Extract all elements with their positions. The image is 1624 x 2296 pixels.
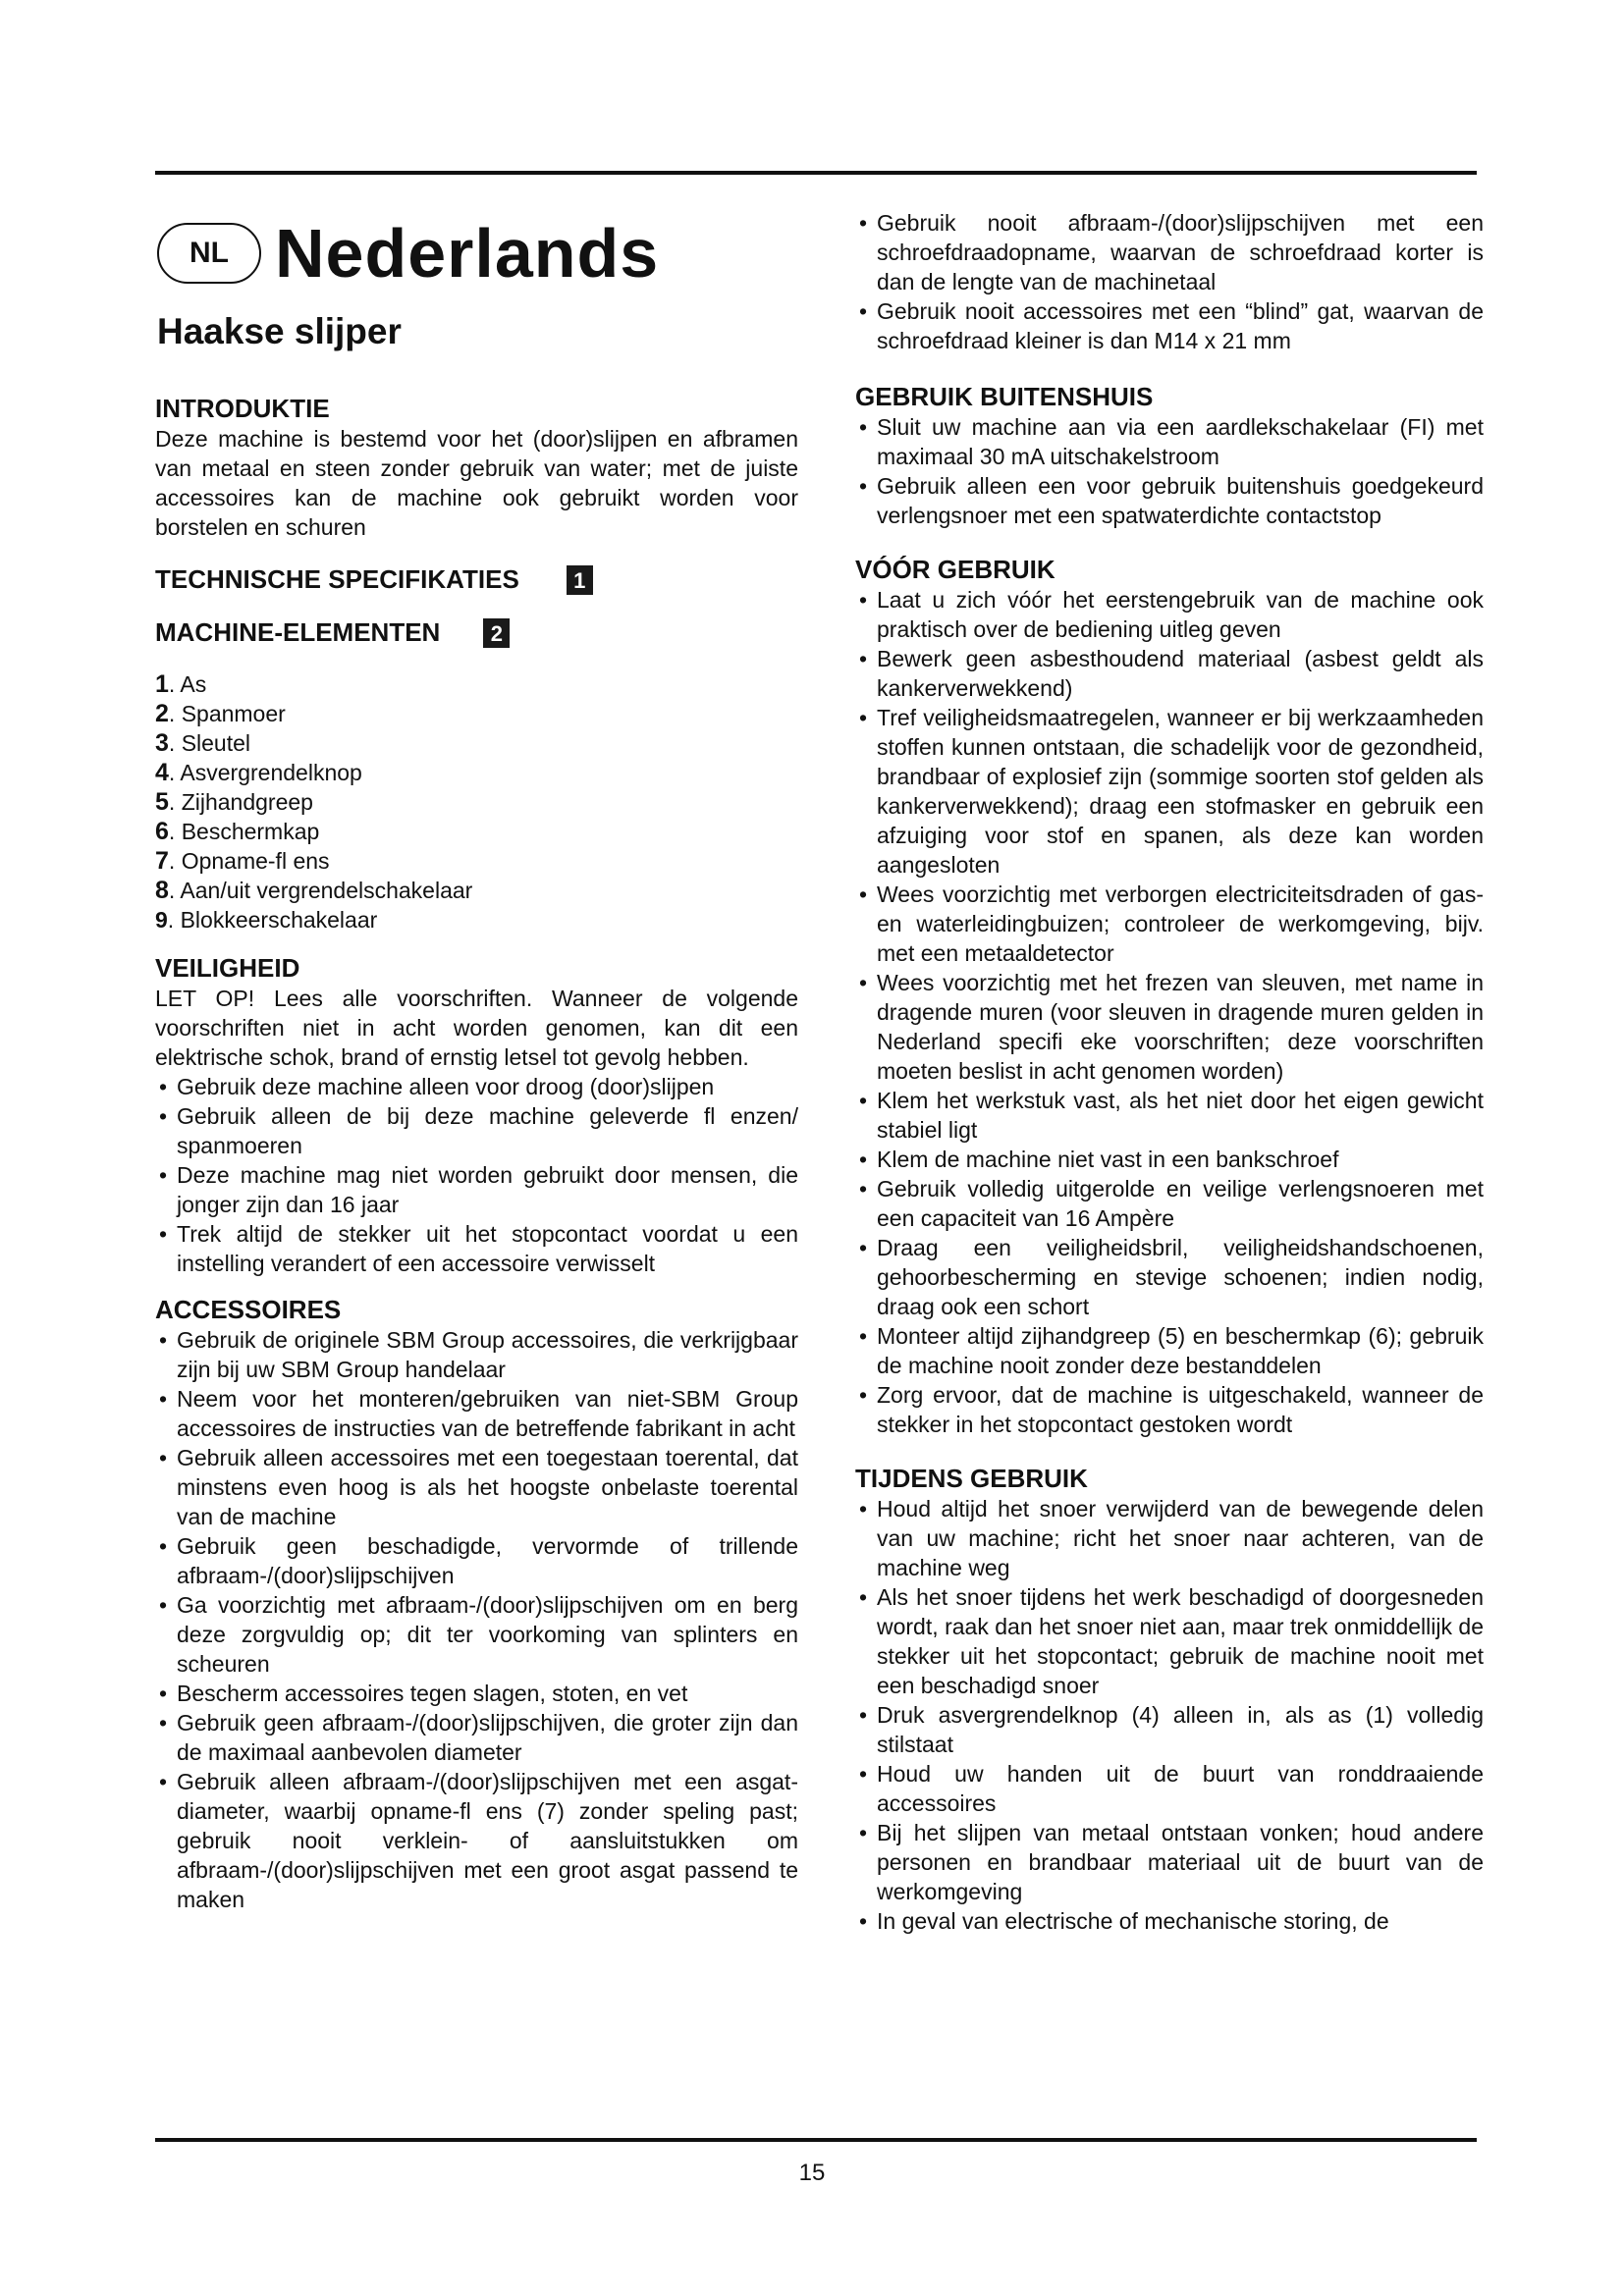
list-item: • Klem de machine niet vast in een bankschroef [855, 1145, 1484, 1174]
section-tech-specs [155, 565, 798, 595]
list-item: • Draag een veiligheidsbril, veiligheidshandschoenen, gehoorbescherming en stevige schoenen; indien nodig, draag ook een schort [855, 1233, 1484, 1321]
list-item: • Bewerk geen asbesthoudend materiaal (asbest geldt als kankerverwekkend) [855, 644, 1484, 703]
language-title: Nederlands [275, 215, 660, 292]
introduktie-heading: INTRODUKTIE [155, 394, 330, 424]
list-item: • Gebruik deze machine alleen voor droog (door)slijpen [155, 1072, 798, 1101]
right-column [855, 208, 1484, 1936]
list-item: • Wees voorzichtig met verborgen electriciteitsdraden of gas- en waterleidingbuizen; controleer de werkomgeving, bijv. met een metaaldetector [855, 880, 1484, 968]
list-item: 2. Spanmoer [155, 700, 286, 728]
machine-elements-heading [155, 618, 798, 648]
top-rule [155, 171, 1477, 175]
list-item: • Houd uw handen uit de buurt van ronddraaiende accessoires [855, 1759, 1484, 1818]
list-item: • Klem het werkstuk vast, als het niet door het eigen gewicht stabiel ligt [855, 1086, 1484, 1145]
document-title: Haakse slijper [157, 311, 402, 351]
accessoires-continued-list [855, 208, 1484, 355]
tijdens-gebruik-list [855, 1494, 1484, 1936]
section-veiligheid [155, 954, 798, 1278]
section-accessoires [155, 1296, 798, 1914]
buitenshuis-heading: GEBRUIK BUITENSHUIS [855, 382, 1154, 411]
machine-elements-list [155, 669, 798, 934]
list-item: 4. Asvergrendelknop [155, 759, 362, 787]
list-item: 7. Opname-fl ens [155, 847, 330, 876]
list-item: • Gebruik nooit afbraam-/(door)slijpschijven met een schroefdraadopname, waarvan de schroefdraad korter is dan de lengte van de machinetaal [855, 208, 1484, 296]
list-item: 1. As [155, 670, 207, 699]
tech-specs-heading [155, 565, 798, 595]
list-item: 3. Sleutel [155, 729, 251, 758]
list-item: • Zorg ervoor, dat de machine is uitgeschakeld, wanneer de stekker in het stopcontact gestoken wordt [855, 1380, 1484, 1439]
list-item: • Monteer altijd zijhandgreep (5) en beschermkap (6); gebruik de machine nooit zonder deze bestanddelen [855, 1321, 1484, 1380]
language-badge: NL [157, 223, 261, 284]
veiligheid-list [155, 1072, 798, 1278]
list-item: • Bij het slijpen van metaal ontstaan vonken; houd andere personen en brandbaar materiaal uit de buurt van de werkomgeving [855, 1818, 1484, 1906]
list-item: • Laat u zich vóór het eerstengebruik van de machine ook praktisch over de bediening uitleg geven [855, 585, 1484, 644]
list-item: • Gebruik alleen de bij deze machine geleverde fl enzen/ spanmoeren [155, 1101, 798, 1160]
section-tijdens-gebruik [855, 1465, 1484, 1936]
list-item: • Gebruik geen beschadigde, vervormde of trillende afbraam-/(door)slijpschijven [155, 1531, 798, 1590]
tech-specs-label: TECHNISCHE SPECIFIKATIES [155, 564, 519, 595]
list-item: • Bescherm accessoires tegen slagen, stoten, en vet [155, 1679, 798, 1708]
introduktie-text: Deze machine is bestemd voor het (door)slijpen en afbramen van metaal en steen zonder gebruik van water; met de juiste accessoires kan de machine ook gebruikt worden voor borstelen en schuren [155, 426, 798, 541]
machine-elements-label: MACHINE-ELEMENTEN [155, 617, 441, 648]
language-header [157, 208, 798, 298]
list-item: • Gebruik alleen accessoires met een toegestaan toerental, dat minstens even hoog is als het hoogste onbelaste toerental van de machine [155, 1443, 798, 1531]
figure-ref-1: 1 [567, 565, 593, 595]
list-item: • Deze machine mag niet worden gebruikt door mensen, die jonger zijn dan 16 jaar [155, 1160, 798, 1219]
list-item: 9. Blokkeerschakelaar [155, 907, 378, 934]
list-item: 5. Zijhandgreep [155, 788, 313, 817]
list-item: • In geval van electrische of mechanische storing, de [855, 1906, 1484, 1936]
voor-gebruik-list [855, 585, 1484, 1439]
list-item: • Trek altijd de stekker uit het stopcontact voordat u een instelling verandert of een accessoire verwisselt [155, 1219, 798, 1278]
list-item: • Gebruik alleen afbraam-/(door)slijpschijven met een asgat-diameter, waarbij opname-fl ens (7) zonder speling past; gebruik nooit verklein- of aansluitstukken om afbraam-/(door)slijpschijven met een groot asgat passend te maken [155, 1767, 798, 1914]
accessoires-list [155, 1325, 798, 1914]
bottom-rule [155, 2138, 1477, 2142]
list-item: 8. Aan/uit vergrendelschakelaar [155, 877, 473, 905]
buitenshuis-list [855, 412, 1484, 530]
list-item: • Als het snoer tijdens het werk beschadigd of doorgesneden wordt, raak dan het snoer niet aan, maar trek onmiddellijk de stekker uit het stopcontact; gebruik de machine nooit met een beschadigd snoer [855, 1582, 1484, 1700]
list-item: 6. Beschermkap [155, 818, 320, 846]
left-column [155, 208, 798, 1914]
section-buitenshuis [855, 383, 1484, 530]
list-item: • Gebruik de originele SBM Group accessoires, die verkrijgbaar zijn bij uw SBM Group handelaar [155, 1325, 798, 1384]
veiligheid-heading: VEILIGHEID [155, 953, 300, 984]
list-item: • Druk asvergrendelknop (4) alleen in, als as (1) volledig stilstaat [855, 1700, 1484, 1759]
section-introduktie [155, 395, 798, 542]
section-voor-gebruik [855, 556, 1484, 1439]
page-number: 15 [798, 2160, 826, 2186]
voor-gebruik-heading: VÓÓR GEBRUIK [855, 554, 1056, 584]
list-item: • Gebruik geen afbraam-/(door)slijpschijven, die groter zijn dan de maximaal aanbevolen diameter [155, 1708, 798, 1767]
list-item: • Sluit uw machine aan via een aardlekschakelaar (FI) met maximaal 30 mA uitschakelstroom [855, 412, 1484, 471]
list-item: • Gebruik alleen een voor gebruik buitenshuis goedgekeurd verlengsnoer met een spatwaterdichte contactstop [855, 471, 1484, 530]
list-item: • Gebruik volledig uitgerolde en veilige verlengsnoeren met een capaciteit van 16 Ampère [855, 1174, 1484, 1233]
list-item: • Gebruik nooit accessoires met een “blind” gat, waarvan de schroefdraad kleiner is dan M14 x 21 mm [855, 296, 1484, 355]
list-item: • Houd altijd het snoer verwijderd van de bewegende delen van uw machine; richt het snoer naar achteren, van de machine weg [855, 1494, 1484, 1582]
tijdens-gebruik-heading: TIJDENS GEBRUIK [855, 1463, 1088, 1493]
accessoires-heading: ACCESSOIRES [155, 1295, 342, 1325]
list-item: • Tref veiligheidsmaatregelen, wanneer er bij werkzaamheden stoffen kunnen ontstaan, die schadelijk voor de gezondheid, brandbaar of explosief zijn (sommige soorten stof gelden als kankerverwekkend); draag een stofmasker en gebruik een afzuiging voor stof en spanen, als deze kan worden aangesloten [855, 703, 1484, 880]
list-item: • Wees voorzichtig met het frezen van sleuven, met name in dragende muren (voor sleuven in dragende muren gelden in Nederland specifi eke voorschriften; deze voorschriften moeten beslist in acht genomen worden) [855, 968, 1484, 1086]
section-machine-elements [155, 618, 798, 934]
list-item: • Neem voor het monteren/gebruiken van niet-SBM Group accessoires de instructies van de betreffende fabrikant in acht [155, 1384, 798, 1443]
veiligheid-intro: LET OP! Lees alle voorschriften. Wanneer de volgende voorschriften niet in acht worden genomen, kan dit een elektrische schok, brand of ernstig letsel tot gevolg hebben. [155, 986, 798, 1071]
figure-ref-2: 2 [483, 618, 510, 648]
list-item: • Ga voorzichtig met afbraam-/(door)slijpschijven om en berg deze zorgvuldig op; dit ter voorkoming van splinters en scheuren [155, 1590, 798, 1679]
